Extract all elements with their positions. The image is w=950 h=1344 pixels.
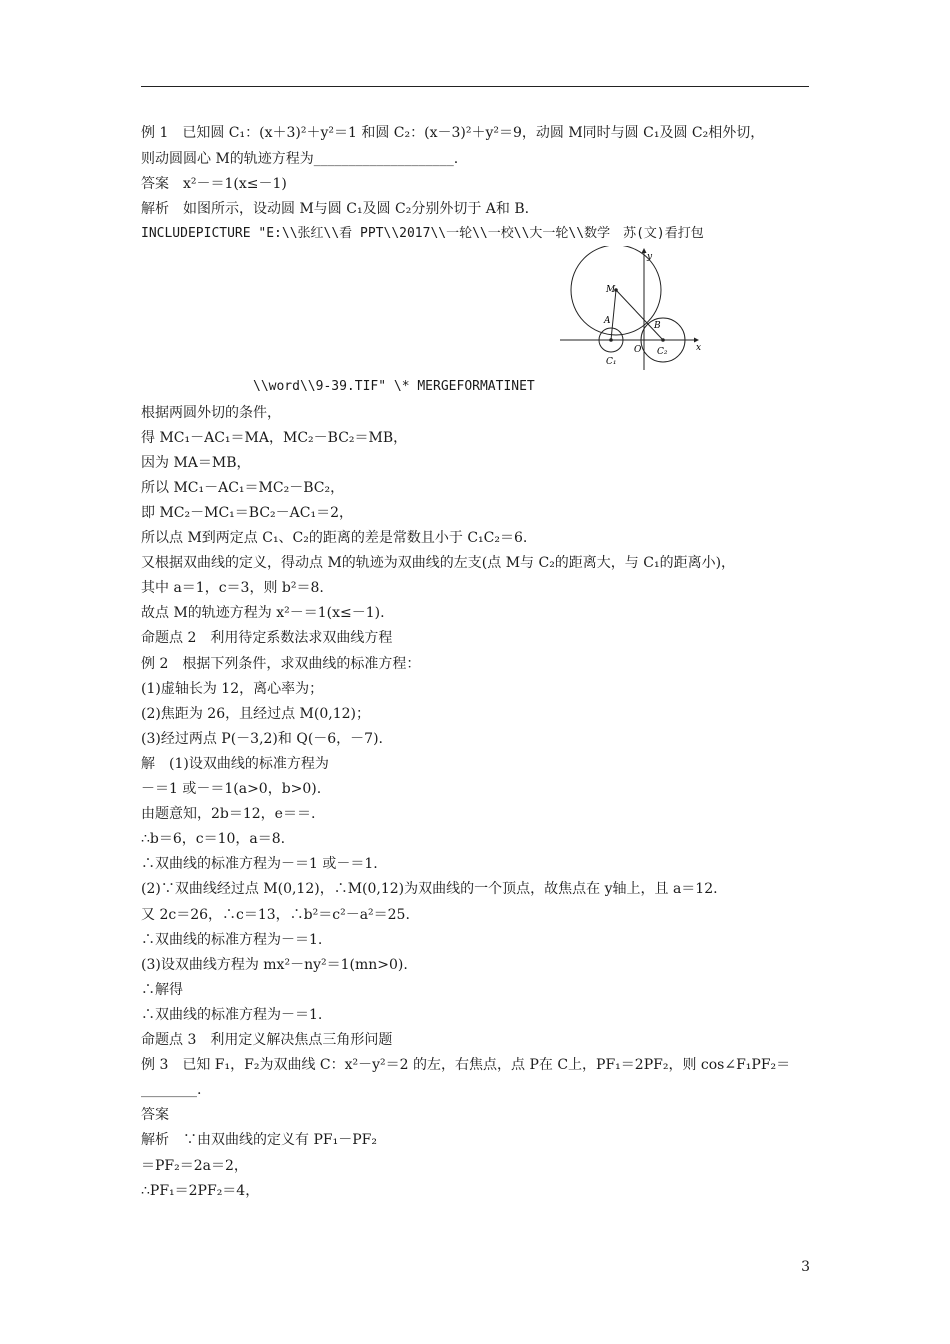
text-line: 所以 MC₁－AC₁＝MC₂－BC₂，	[141, 480, 345, 496]
text-line: ∴b＝6，c＝10，a＝8.	[141, 831, 286, 847]
text-line: －＝1 或－＝1(a>0，b>0).	[141, 781, 322, 797]
text-line: ∴双曲线的标准方程为－＝1.	[141, 1007, 323, 1023]
text-line: (3)设双曲线方程为 mx²－ny²＝1(mn>0).	[141, 957, 408, 973]
text-line: 得 MC₁－AC₁＝MA，MC₂－BC₂＝MB，	[141, 430, 408, 446]
y-axis-arrow	[642, 248, 647, 253]
text-line: 因为 MA＝MB，	[141, 455, 251, 471]
text-line: 解析 如图所示，设动圆 M与圆 C₁及圆 C₂分别外切于 A和 B.	[141, 201, 530, 217]
text-line: \\word\\9-39.TIF" \* MERGEFORMATINET	[253, 379, 535, 394]
text-line: 解析 ∵由双曲线的定义有 PF₁－PF₂	[141, 1132, 377, 1148]
text-line: 例 2 根据下列条件，求双曲线的标准方程：	[141, 656, 421, 672]
text-line: 所以点 M到两定点 C₁、C₂的距离的差是常数且小于 C₁C₂＝6.	[141, 530, 528, 546]
text-line: 其中 a＝1，c＝3，则 b²＝8.	[141, 580, 324, 596]
text-line: 又 2c＝26，∴c＝13，∴b²＝c²－a²＝25.	[141, 907, 410, 923]
text-line: 例 3 已知 F₁，F₂为双曲线 C：x²－y²＝2 的左，右焦点，点 P在 C上，PF₁＝2PF₂，则 cos∠F₁PF₂＝	[141, 1057, 791, 1073]
text-line: (2)∵双曲线经过点 M(0,12)，∴M(0,12)为双曲线的一个顶点，故焦点在 y轴上，且 a＝12.	[141, 881, 718, 897]
section-heading: 命题点 2 利用待定系数法求双曲线方程	[141, 630, 393, 646]
label-o: O	[634, 345, 642, 355]
center-c1-dot	[609, 338, 613, 342]
label-b: B	[654, 321, 661, 331]
circles-figure	[556, 246, 706, 372]
label-a: A	[604, 316, 611, 326]
page-number: 3	[801, 1259, 810, 1275]
label-c2: C₂	[657, 347, 668, 357]
header-rule	[141, 86, 809, 87]
segment-mc2	[616, 290, 663, 340]
text-line: (1)虚轴长为 12，离心率为；	[141, 681, 324, 697]
text-line: (3)经过两点 P(－3,2)和 Q(－6，－7).	[141, 731, 384, 747]
text-line: 则动圆圆心 M的轨迹方程为____________________.	[141, 151, 459, 167]
text-line: 又根据双曲线的定义，得动点 M的轨迹为双曲线的左支(点 M与 C₂的距离大，与 C₁的距离小)，	[141, 555, 736, 571]
text-line: ∴双曲线的标准方程为－＝1 或－＝1.	[141, 856, 378, 872]
text-line: 例 1 已知圆 C₁：(x＋3)²＋y²＝1 和圆 C₂：(x－3)²＋y²＝9，动圆 M同时与圆 C₁及圆 C₂相外切，	[141, 125, 765, 141]
segment-mc1	[611, 290, 616, 340]
text-line: 答案	[141, 1107, 169, 1123]
text-line: 由题意知，2b＝12，e＝＝.	[141, 806, 316, 822]
y-axis-label: y	[647, 252, 653, 262]
text-line: 故点 M的轨迹方程为 x²－＝1(x≤－1).	[141, 605, 385, 621]
text-line: 解 (1)设双曲线的标准方程为	[141, 756, 329, 772]
text-line: ∴PF₁＝2PF₂＝4，	[141, 1183, 260, 1199]
label-c1: C₁	[606, 357, 617, 367]
text-line: (2)焦距为 26，且经过点 M(0,12)；	[141, 706, 370, 722]
text-line: 答案 x²－＝1(x≤－1)	[141, 176, 287, 192]
section-heading: 命题点 3 利用定义解决焦点三角形问题	[141, 1032, 393, 1048]
label-m: M	[606, 285, 616, 295]
text-line: 根据两圆外切的条件，	[141, 405, 281, 421]
text-line: ∴解得	[141, 982, 183, 998]
x-axis-label: x	[696, 343, 702, 353]
text-line: ＝PF₂＝2a＝2，	[141, 1158, 248, 1174]
text-line: INCLUDEPICTURE "E:\\张红\\看 PPT\\2017\\一轮\\一校\\大一轮\\数学 苏(文)看打包	[141, 226, 704, 241]
text-line: 即 MC₂－MC₁＝BC₂－AC₁＝2，	[141, 505, 353, 521]
x-axis-arrow	[694, 338, 699, 343]
text-line: ∴双曲线的标准方程为－＝1.	[141, 932, 323, 948]
center-c2-dot	[661, 338, 665, 342]
text-line: ________.	[141, 1082, 202, 1098]
